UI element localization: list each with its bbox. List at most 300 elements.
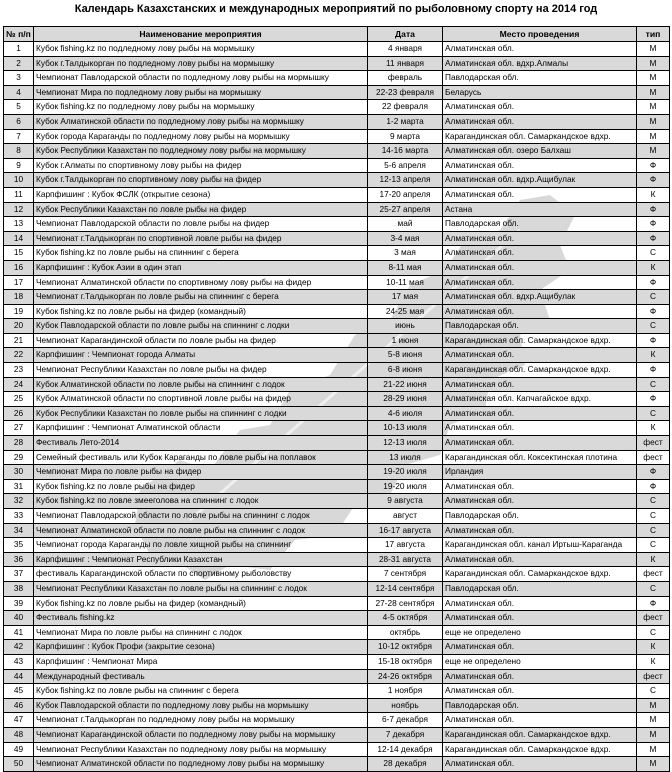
- event-name: Чемпионат Республики Казахстан по ловле рыбы на спиннинг с лодок: [34, 581, 368, 596]
- event-place: Павлодарская обл.: [443, 698, 637, 713]
- event-place: Павлодарская обл.: [443, 71, 637, 86]
- row-number: 19: [4, 304, 34, 319]
- row-number: 18: [4, 290, 34, 305]
- event-name: Кубок Алматинской области по подледному лову рыбы на мормышку: [34, 114, 368, 129]
- event-date: июнь: [368, 319, 443, 334]
- event-place: Алматинская обл.: [443, 348, 637, 363]
- event-type: К: [637, 552, 670, 567]
- row-number: 14: [4, 231, 34, 246]
- event-date: 5-8 июня: [368, 348, 443, 363]
- event-place: Алматинская обл.: [443, 246, 637, 261]
- event-place: Карагандинская обл. Коксектинская плотина: [443, 450, 637, 465]
- event-type: Ф: [637, 304, 670, 319]
- event-name: Чемпионат г.Талдыкорган по подледному лову рыбы на мормышку: [34, 713, 368, 728]
- event-place: Карагандинская обл. Самаркандское вдхр.: [443, 333, 637, 348]
- event-type: М: [637, 757, 670, 772]
- event-type: К: [637, 187, 670, 202]
- row-number: 40: [4, 611, 34, 626]
- event-type: фест: [637, 450, 670, 465]
- header-date: Дата: [368, 27, 443, 42]
- event-type: Ф: [637, 363, 670, 378]
- event-name: Кубок fishing.kz по подледному лову рыбы на мормышку: [34, 42, 368, 57]
- event-place: Павлодарская обл.: [443, 217, 637, 232]
- event-type: С: [637, 684, 670, 699]
- table-row: [4, 187, 670, 202]
- event-name: Кубок fishing.kz по ловле рыбы на фидер (командный): [34, 596, 368, 611]
- event-type: М: [637, 114, 670, 129]
- table-row: [4, 217, 670, 232]
- event-place: Алматинская обл.: [443, 187, 637, 202]
- row-number: 30: [4, 465, 34, 480]
- event-type: С: [637, 377, 670, 392]
- event-type: С: [637, 494, 670, 509]
- event-date: май: [368, 217, 443, 232]
- event-date: 28-31 августа: [368, 552, 443, 567]
- table-row: [4, 552, 670, 567]
- event-type: Ф: [637, 479, 670, 494]
- event-place: Павлодарская обл.: [443, 319, 637, 334]
- event-date: 1 июня: [368, 333, 443, 348]
- table-row: [4, 144, 670, 159]
- event-date: 7 декабря: [368, 727, 443, 742]
- row-number: 43: [4, 654, 34, 669]
- event-place: Алматинская обл.: [443, 421, 637, 436]
- event-type: С: [637, 523, 670, 538]
- event-name: Чемпионат Павлодарской области по ловле рыбы на фидер: [34, 217, 368, 232]
- table-row: [4, 290, 670, 305]
- header-type: тип: [637, 27, 670, 42]
- event-date: 17 августа: [368, 538, 443, 553]
- event-place: Алматинская обл.: [443, 260, 637, 275]
- table-row: [4, 727, 670, 742]
- row-number: 46: [4, 698, 34, 713]
- event-place: Алматинская обл.: [443, 684, 637, 699]
- table-row: [4, 275, 670, 290]
- row-number: 1: [4, 42, 34, 57]
- event-name: Карпфишинг : Чемпионат Мира: [34, 654, 368, 669]
- event-name: Фестиваль Лето-2014: [34, 436, 368, 451]
- event-type: Ф: [637, 333, 670, 348]
- table-row: [4, 596, 670, 611]
- event-date: 25-27 апреля: [368, 202, 443, 217]
- event-date: 10-11 мая: [368, 275, 443, 290]
- table-row: [4, 479, 670, 494]
- row-number: 24: [4, 377, 34, 392]
- row-number: 32: [4, 494, 34, 509]
- event-date: 22-23 февраля: [368, 85, 443, 100]
- event-type: К: [637, 421, 670, 436]
- table-row: [4, 625, 670, 640]
- event-name: Карпфишинг : Чемпионат Республики Казахстан: [34, 552, 368, 567]
- event-place: Карагандинская обл. канал Иртыш-Караганда: [443, 538, 637, 553]
- event-name: Кубок fishing.kz по ловле рыбы на фидер (командный): [34, 304, 368, 319]
- header-event-name: Наименование мероприятия: [34, 27, 368, 42]
- row-number: 50: [4, 757, 34, 772]
- event-date: ноябрь: [368, 698, 443, 713]
- event-type: С: [637, 290, 670, 305]
- event-place: Алматинская обл.: [443, 114, 637, 129]
- event-type: Ф: [637, 202, 670, 217]
- row-number: 23: [4, 363, 34, 378]
- table-row: [4, 56, 670, 71]
- row-number: 10: [4, 173, 34, 188]
- event-place: Алматинская обл. вдхр.Алмалы: [443, 56, 637, 71]
- row-number: 21: [4, 333, 34, 348]
- event-name: Кубок города Караганды по подледному лову рыбы на мормышку: [34, 129, 368, 144]
- table-row: [4, 406, 670, 421]
- event-date: 19-20 июля: [368, 465, 443, 480]
- event-type: К: [637, 640, 670, 655]
- table-row: [4, 436, 670, 451]
- event-type: Ф: [637, 173, 670, 188]
- row-number: 11: [4, 187, 34, 202]
- event-name: Фестиваль fishing.kz: [34, 611, 368, 626]
- event-date: 15-18 октября: [368, 654, 443, 669]
- event-place: Алматинская обл.: [443, 523, 637, 538]
- event-type: М: [637, 129, 670, 144]
- event-name: Кубок Алматинской области по спортивной ловле рыбы на фидер: [34, 392, 368, 407]
- row-number: 35: [4, 538, 34, 553]
- event-type: М: [637, 85, 670, 100]
- event-place: Ирландия: [443, 465, 637, 480]
- event-type: М: [637, 713, 670, 728]
- event-place: Карагандинская обл. Самаркандское вдхр.: [443, 363, 637, 378]
- event-date: 7 сентября: [368, 567, 443, 582]
- event-name: фестиваль Карагандинской области по спортивному рыболовству: [34, 567, 368, 582]
- table-row: [4, 231, 670, 246]
- event-name: Кубок fishing.kz по ловле рыбы на спиннинг с берега: [34, 246, 368, 261]
- event-place: Алматинская обл.: [443, 436, 637, 451]
- row-number: 49: [4, 742, 34, 757]
- table-row: [4, 42, 670, 57]
- event-date: 4 января: [368, 42, 443, 57]
- event-type: Ф: [637, 596, 670, 611]
- header-number: № п/п: [4, 27, 34, 42]
- event-place: Алматинская обл.: [443, 596, 637, 611]
- event-type: М: [637, 144, 670, 159]
- table-row: [4, 246, 670, 261]
- event-place: Алматинская обл. Капчагайское вдхр.: [443, 392, 637, 407]
- event-date: 12-13 июля: [368, 436, 443, 451]
- event-name: Кубок fishing.kz по ловле рыбы на спиннинг с берега: [34, 684, 368, 699]
- event-type: М: [637, 727, 670, 742]
- event-name: Карпфишинг : Чемпионат города Алматы: [34, 348, 368, 363]
- row-number: 34: [4, 523, 34, 538]
- event-date: 3 мая: [368, 246, 443, 261]
- row-number: 5: [4, 100, 34, 115]
- event-type: М: [637, 71, 670, 86]
- event-name: Кубок г.Талдыкорган по подледному лову рыбы на мормышку: [34, 56, 368, 71]
- event-date: 16-17 августа: [368, 523, 443, 538]
- event-name: Международный фестиваль: [34, 669, 368, 684]
- row-number: 33: [4, 509, 34, 524]
- event-type: фест: [637, 611, 670, 626]
- event-place: Астана: [443, 202, 637, 217]
- row-number: 27: [4, 421, 34, 436]
- event-place: Павлодарская обл.: [443, 581, 637, 596]
- event-date: 12-14 сентября: [368, 581, 443, 596]
- event-place: Алматинская обл.: [443, 304, 637, 319]
- event-name: Карпфишинг : Кубок Азии в один этап: [34, 260, 368, 275]
- event-date: 10-13 июля: [368, 421, 443, 436]
- event-place: Алматинская обл.: [443, 231, 637, 246]
- event-name: Чемпионат Алматинской области по ловле рыбы на спиннинг с лодок: [34, 523, 368, 538]
- event-date: 12-13 апреля: [368, 173, 443, 188]
- event-date: 17 мая: [368, 290, 443, 305]
- table-row: [4, 611, 670, 626]
- event-date: 6-8 июня: [368, 363, 443, 378]
- table-row: [4, 377, 670, 392]
- row-number: 44: [4, 669, 34, 684]
- event-place: еще не определено: [443, 654, 637, 669]
- event-type: фест: [637, 669, 670, 684]
- event-type: Ф: [637, 275, 670, 290]
- event-name: Кубок fishing.kz по подледному лову рыбы на мормышку: [34, 100, 368, 115]
- row-number: 48: [4, 727, 34, 742]
- table-row: [4, 304, 670, 319]
- table-row: [4, 71, 670, 86]
- row-number: 45: [4, 684, 34, 699]
- event-name: Кубок Павлодарской области по подледному лову рыбы на мормышку: [34, 698, 368, 713]
- event-type: Ф: [637, 465, 670, 480]
- table-row: [4, 333, 670, 348]
- table-row: [4, 465, 670, 480]
- event-place: Алматинская обл. вдхр.Ащибулак: [443, 173, 637, 188]
- table-row: [4, 640, 670, 655]
- event-name: Чемпионат Мира по подледному лову рыбы на мормышку: [34, 85, 368, 100]
- event-date: 10-12 октября: [368, 640, 443, 655]
- event-type: С: [637, 538, 670, 553]
- table-row: [4, 421, 670, 436]
- event-name: Карпфишинг : Кубок Профи (закрытие сезона): [34, 640, 368, 655]
- event-place: Алматинская обл.: [443, 611, 637, 626]
- event-name: Кубок Республики Казахстан по ловле рыбы на спиннинг с лодки: [34, 406, 368, 421]
- row-number: 20: [4, 319, 34, 334]
- event-name: Кубок г.Талдыкорган по спортивному лову рыбы на фидер: [34, 173, 368, 188]
- event-place: Алматинская обл.: [443, 757, 637, 772]
- event-date: 13 июля: [368, 450, 443, 465]
- row-number: 8: [4, 144, 34, 159]
- event-date: 11 января: [368, 56, 443, 71]
- event-name: Кубок Павлодарской области по ловле рыбы на спиннинг с лодки: [34, 319, 368, 334]
- event-type: С: [637, 509, 670, 524]
- event-date: 24-26 октября: [368, 669, 443, 684]
- event-place: Алматинская обл.: [443, 42, 637, 57]
- table-row: [4, 581, 670, 596]
- event-type: М: [637, 100, 670, 115]
- event-name: Кубок Республики Казахстан по ловле рыбы на фидер: [34, 202, 368, 217]
- event-name: Чемпионат города Караганды по ловле хищной рыбы на спиннинг: [34, 538, 368, 553]
- event-type: М: [637, 56, 670, 71]
- table-row: [4, 85, 670, 100]
- event-name: Кубок fishing.kz по ловле змееголова на спиннинг с лодок: [34, 494, 368, 509]
- event-type: М: [637, 742, 670, 757]
- table-row: [4, 363, 670, 378]
- row-number: 12: [4, 202, 34, 217]
- table-row: [4, 713, 670, 728]
- row-number: 36: [4, 552, 34, 567]
- event-name: Чемпионат Карагандинской области по ловле рыбы на фидер: [34, 333, 368, 348]
- table-row: [4, 538, 670, 553]
- event-place: Алматинская обл. вдхр.Ащибулак: [443, 290, 637, 305]
- event-place: еще не определено: [443, 625, 637, 640]
- event-date: 8-11 мая: [368, 260, 443, 275]
- event-name: Карпфишинг : Кубок ФСЛК (открытие сезона): [34, 187, 368, 202]
- event-date: 17-20 апреля: [368, 187, 443, 202]
- event-name: Чемпионат Карагандинской области по подледному лову рыбы на мормышку: [34, 727, 368, 742]
- row-number: 29: [4, 450, 34, 465]
- table-row: [4, 757, 670, 772]
- event-name: Чемпионат г.Талдыкорган по ловле рыбы на спиннинг с берега: [34, 290, 368, 305]
- table-row: [4, 392, 670, 407]
- event-type: С: [637, 625, 670, 640]
- event-name: Чемпионат Мира по ловле рыбы на спиннинг с лодок: [34, 625, 368, 640]
- table-row: [4, 158, 670, 173]
- event-type: фест: [637, 567, 670, 582]
- event-place: Карагандинская обл. Самаркандское вдхр.: [443, 129, 637, 144]
- event-date: 3-4 мая: [368, 231, 443, 246]
- event-date: февраль: [368, 71, 443, 86]
- event-type: К: [637, 654, 670, 669]
- header-place: Место проведения: [443, 27, 637, 42]
- event-type: М: [637, 42, 670, 57]
- table-row: [4, 348, 670, 363]
- event-name: Карпфишинг : Чемпионат Алматинской области: [34, 421, 368, 436]
- event-name: Чемпионат Республики Казахстан по подледному лову рыбы на мормышку: [34, 742, 368, 757]
- event-place: Алматинская обл. озеро Балхаш: [443, 144, 637, 159]
- row-number: 2: [4, 56, 34, 71]
- event-name: Чемпионат г.Талдыкорган по спортивной ловле рыбы на фидер: [34, 231, 368, 246]
- event-type: С: [637, 246, 670, 261]
- row-number: 28: [4, 436, 34, 451]
- event-name: Чемпионат Павлодарской области по подледному лову рыбы на мормышку: [34, 71, 368, 86]
- table-row: [4, 173, 670, 188]
- event-type: М: [637, 698, 670, 713]
- row-number: 37: [4, 567, 34, 582]
- event-name: Чемпионат Алматинской области по спортивному лову рыбы на фидер: [34, 275, 368, 290]
- table-row: [4, 669, 670, 684]
- row-number: 41: [4, 625, 34, 640]
- event-name: Кубок Республики Казахстан по подледному лову рыбы на мормышку: [34, 144, 368, 159]
- event-place: Алматинская обл.: [443, 377, 637, 392]
- table-row: [4, 100, 670, 115]
- event-name: Семейный фестиваль или Кубок Караганды по ловле рыбы на поплавок: [34, 450, 368, 465]
- event-place: Карагандинская обл. Самаркандское вдхр.: [443, 727, 637, 742]
- row-number: 7: [4, 129, 34, 144]
- event-place: Алматинская обл.: [443, 669, 637, 684]
- table-row: [4, 450, 670, 465]
- row-number: 16: [4, 260, 34, 275]
- event-type: Ф: [637, 158, 670, 173]
- row-number: 13: [4, 217, 34, 232]
- event-place: Алматинская обл.: [443, 406, 637, 421]
- event-date: 6-7 декабря: [368, 713, 443, 728]
- row-number: 9: [4, 158, 34, 173]
- event-place: Павлодарская обл.: [443, 509, 637, 524]
- event-place: Алматинская обл.: [443, 100, 637, 115]
- row-number: 42: [4, 640, 34, 655]
- event-place: Алматинская обл.: [443, 275, 637, 290]
- event-date: 9 августа: [368, 494, 443, 509]
- event-type: Ф: [637, 217, 670, 232]
- event-type: С: [637, 319, 670, 334]
- event-date: август: [368, 509, 443, 524]
- event-type: фест: [637, 436, 670, 451]
- event-type: Ф: [637, 392, 670, 407]
- row-number: 38: [4, 581, 34, 596]
- event-name: Кубок г.Алматы по спортивному лову рыбы на фидер: [34, 158, 368, 173]
- event-date: 22 февраля: [368, 100, 443, 115]
- event-name: Кубок fishing.kz по ловле рыбы на фидер: [34, 479, 368, 494]
- event-date: 12-14 декабря: [368, 742, 443, 757]
- event-date: 24-25 мая: [368, 304, 443, 319]
- table-row: [4, 494, 670, 509]
- table-row: [4, 654, 670, 669]
- row-number: 15: [4, 246, 34, 261]
- event-place: Карагандинская обл. Самаркандское вдхр.: [443, 567, 637, 582]
- event-date: 1 ноября: [368, 684, 443, 699]
- row-number: 39: [4, 596, 34, 611]
- table-row: [4, 114, 670, 129]
- event-place: Алматинская обл.: [443, 479, 637, 494]
- row-number: 4: [4, 85, 34, 100]
- table-row: [4, 509, 670, 524]
- event-date: 21-22 июня: [368, 377, 443, 392]
- row-number: 17: [4, 275, 34, 290]
- events-calendar-table: [3, 26, 670, 772]
- table-row: [4, 742, 670, 757]
- event-date: 4-5 октября: [368, 611, 443, 626]
- event-date: 19-20 июля: [368, 479, 443, 494]
- event-place: Алматинская обл.: [443, 158, 637, 173]
- event-date: 28 декабря: [368, 757, 443, 772]
- row-number: 31: [4, 479, 34, 494]
- event-type: С: [637, 406, 670, 421]
- row-number: 47: [4, 713, 34, 728]
- table-row: [4, 684, 670, 699]
- row-number: 25: [4, 392, 34, 407]
- event-date: 9 марта: [368, 129, 443, 144]
- row-number: 26: [4, 406, 34, 421]
- event-date: 4-6 июля: [368, 406, 443, 421]
- event-date: 28-29 июня: [368, 392, 443, 407]
- table-row: [4, 260, 670, 275]
- event-name: Кубок Алматинской области по ловле рыбы на спиннинг с лодок: [34, 377, 368, 392]
- event-place: Беларусь: [443, 85, 637, 100]
- event-place: Алматинская обл.: [443, 552, 637, 567]
- table-row: [4, 523, 670, 538]
- event-place: Алматинская обл.: [443, 494, 637, 509]
- table-row: [4, 319, 670, 334]
- event-type: С: [637, 581, 670, 596]
- event-place: Алматинская обл.: [443, 640, 637, 655]
- event-date: 14-16 марта: [368, 144, 443, 159]
- event-name: Чемпионат Республики Казахстан по ловле рыбы на фидер: [34, 363, 368, 378]
- event-name: Чемпионат Павлодарской области по ловле рыбы на спиннинг с лодок: [34, 509, 368, 524]
- page-title: Календарь Казахстанских и международных мероприятий по рыболовному спорту на 2014 год: [74, 3, 598, 15]
- row-number: 3: [4, 71, 34, 86]
- event-name: Чемпионат Мира по ловле рыбы на фидер: [34, 465, 368, 480]
- table-row: [4, 129, 670, 144]
- table-header-row: [4, 27, 670, 42]
- table-row: [4, 202, 670, 217]
- event-name: Чемпионат Алматинской области по подледному лову рыбы на мормышку: [34, 757, 368, 772]
- event-date: 1-2 марта: [368, 114, 443, 129]
- event-date: 27-28 сентября: [368, 596, 443, 611]
- event-date: 5-6 апреля: [368, 158, 443, 173]
- event-date: октябрь: [368, 625, 443, 640]
- event-place: Карагандинская обл. Самаркандское вдхр.: [443, 742, 637, 757]
